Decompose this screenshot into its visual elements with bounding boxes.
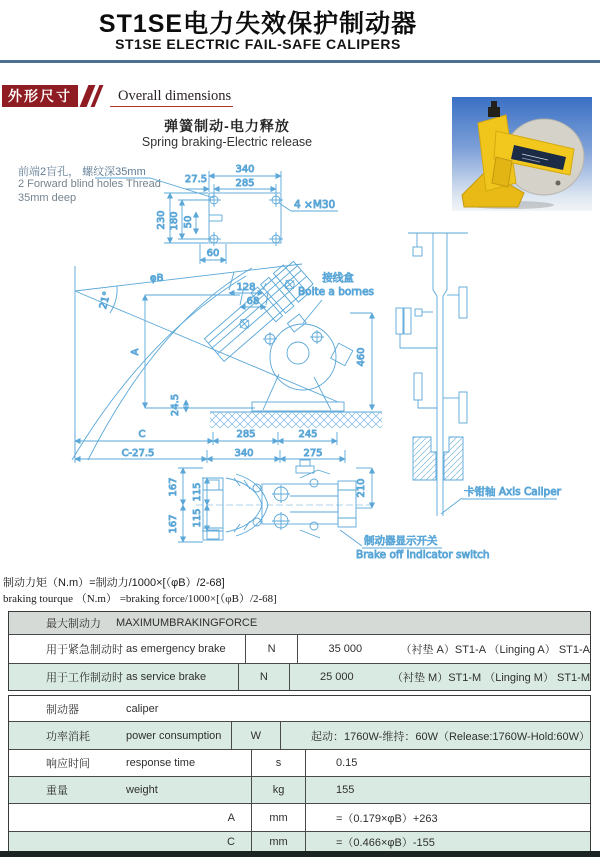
table-row-weight: 重量 weight kg 155 — [9, 776, 590, 803]
dim-115-bot: 115 — [192, 508, 203, 528]
page-title-cn: ST1SE电力失效保护制动器 — [98, 10, 418, 38]
dim-C-27-5: C-27.5 — [121, 448, 155, 459]
table-row-dim-A: A mm =（0.179×φB）+263 — [9, 803, 590, 831]
note-blind-holes-cn: 前端2盲孔， 螺纹深35mm — [18, 166, 146, 178]
table-block-caliper — [8, 695, 591, 853]
table-row-response: 响应时间 response time s 0.15 — [9, 749, 590, 776]
dim-27-5: 27.5 — [184, 174, 208, 185]
table-row-power: 功率消耗 power consumption W 起动：1760W-维持：60W（Release:1760W-Hold:60W） — [9, 721, 590, 749]
label-junction-fr: Boite a bornes — [297, 286, 375, 298]
dim-128: 128 — [236, 282, 256, 293]
dim-167-top: 167 — [168, 477, 179, 497]
caliper-top-view — [168, 460, 490, 561]
dim-24-5: 24.5 — [170, 393, 181, 417]
header-divider — [0, 60, 600, 63]
dim-68: 68 — [246, 296, 260, 307]
page-title-en: ST1SE ELECTRIC FAIL-SAFE CALIPERS — [115, 36, 401, 52]
dim-285: 285 — [235, 178, 255, 189]
drawing-subtitle-en: Spring braking-Electric release — [141, 135, 313, 149]
unit-cell: mm — [251, 804, 306, 831]
dim-340: 340 — [235, 164, 255, 175]
section-tab-label: 外形尺寸 — [8, 90, 72, 105]
unit-cell: mm — [251, 832, 306, 852]
table-row-service: 用于工作制动时 as service brake N 25 000 （衬垫 M）ST1-M （Linging M） ST1-M — [9, 663, 590, 690]
table-row-emergency: 用于紧急制动时 as emergency brake N 35 000 （衬垫 A）ST1-A （Linging A） ST1-A — [9, 634, 590, 663]
value-cell: 35 000 （衬垫 A）ST1-A （Linging A） ST1-A — [328, 643, 590, 656]
header-cn: 最大制动力 — [46, 618, 101, 630]
dim-A: A — [130, 348, 141, 356]
dim-340b: 340 — [234, 448, 254, 459]
dim-285b: 285 — [236, 429, 256, 440]
ground-hatch — [210, 412, 382, 428]
dim-180: 180 — [169, 211, 180, 231]
dimension-chain — [75, 429, 345, 463]
dim-50: 50 — [183, 215, 194, 229]
drawing-subtitle-cn: 弹簧制动-电力释放 — [164, 118, 290, 134]
spec-table — [8, 611, 591, 853]
page-footer-bar — [0, 851, 600, 857]
label-4xM30: 4 ×M30 — [294, 199, 336, 211]
banner-underline — [110, 106, 233, 107]
section-title-en: Overall dimensions — [118, 88, 232, 104]
pole-ground-left — [413, 437, 436, 480]
dim-460: 460 — [356, 347, 367, 367]
unit-cell: W — [231, 722, 282, 749]
axis-pole-schematic — [396, 233, 562, 516]
dim-60: 60 — [206, 248, 220, 259]
dim-167-bot: 167 — [168, 514, 179, 534]
table-row-dim-C: C mm =（0.466×φB）-155 — [9, 831, 590, 852]
dim-230: 230 — [156, 210, 167, 230]
dim-210: 210 — [356, 478, 367, 498]
actuator-housing — [270, 324, 336, 390]
dim-245: 245 — [298, 429, 318, 440]
flange-plate-drawing — [95, 164, 338, 264]
table-block-braking-force — [8, 611, 591, 691]
section-tab — [2, 85, 78, 107]
formula-en: braking tourque （N.m） =braking force/1000×[（φB）/2-68] — [3, 593, 277, 605]
note-blind-holes-en2: 35mm deep — [18, 192, 77, 204]
value-cell: 155 — [336, 784, 355, 796]
pole-ground-right — [444, 437, 463, 480]
table-header-row — [9, 612, 590, 634]
dim-275: 275 — [303, 448, 323, 459]
technical-drawing — [0, 155, 600, 575]
dim-21deg: 21° — [97, 290, 114, 311]
label-junction-cn: 接线盒 — [322, 272, 354, 284]
value-cell: 25 000 （衬垫 M）ST1-M （Linging M） ST1-M — [319, 671, 590, 684]
label-switch-en: Brake off indicator switch — [356, 549, 490, 561]
unit-cell: kg — [251, 777, 306, 803]
side-view-drawing — [72, 258, 382, 462]
note-blind-holes-en1: 2 Forward blind holes Thread — [18, 178, 161, 190]
dim-115-top: 115 — [192, 482, 203, 502]
value-cell: 0.15 — [336, 757, 358, 769]
value-cell: =（0.179×φB）+263 — [336, 812, 438, 825]
header-en: MAXIMUMBRAKINGFORCE — [116, 617, 258, 629]
label-switch-cn: 制动器显示开关 — [364, 535, 438, 547]
unit-cell: N — [245, 635, 299, 663]
unit-cell: s — [251, 750, 306, 776]
unit-cell: N — [238, 664, 290, 690]
formula-cn: 制动力矩（N.m）=制动力/1000×[（φB）/2-68] — [3, 577, 225, 589]
value-cell: =（0.466×φB）-155 — [336, 837, 435, 849]
dim-C: C — [138, 429, 146, 440]
dim-phiB: φB — [150, 273, 164, 284]
value-cell: 起动：1760W-维持：60W（Release:1760W-Hold:60W） — [311, 730, 590, 743]
label-axis-caliper: 卡钳轴 Axis Caliper — [464, 486, 562, 498]
bolt-holes — [207, 193, 283, 246]
table-row-caliper: 制动器 caliper — [46, 702, 159, 716]
